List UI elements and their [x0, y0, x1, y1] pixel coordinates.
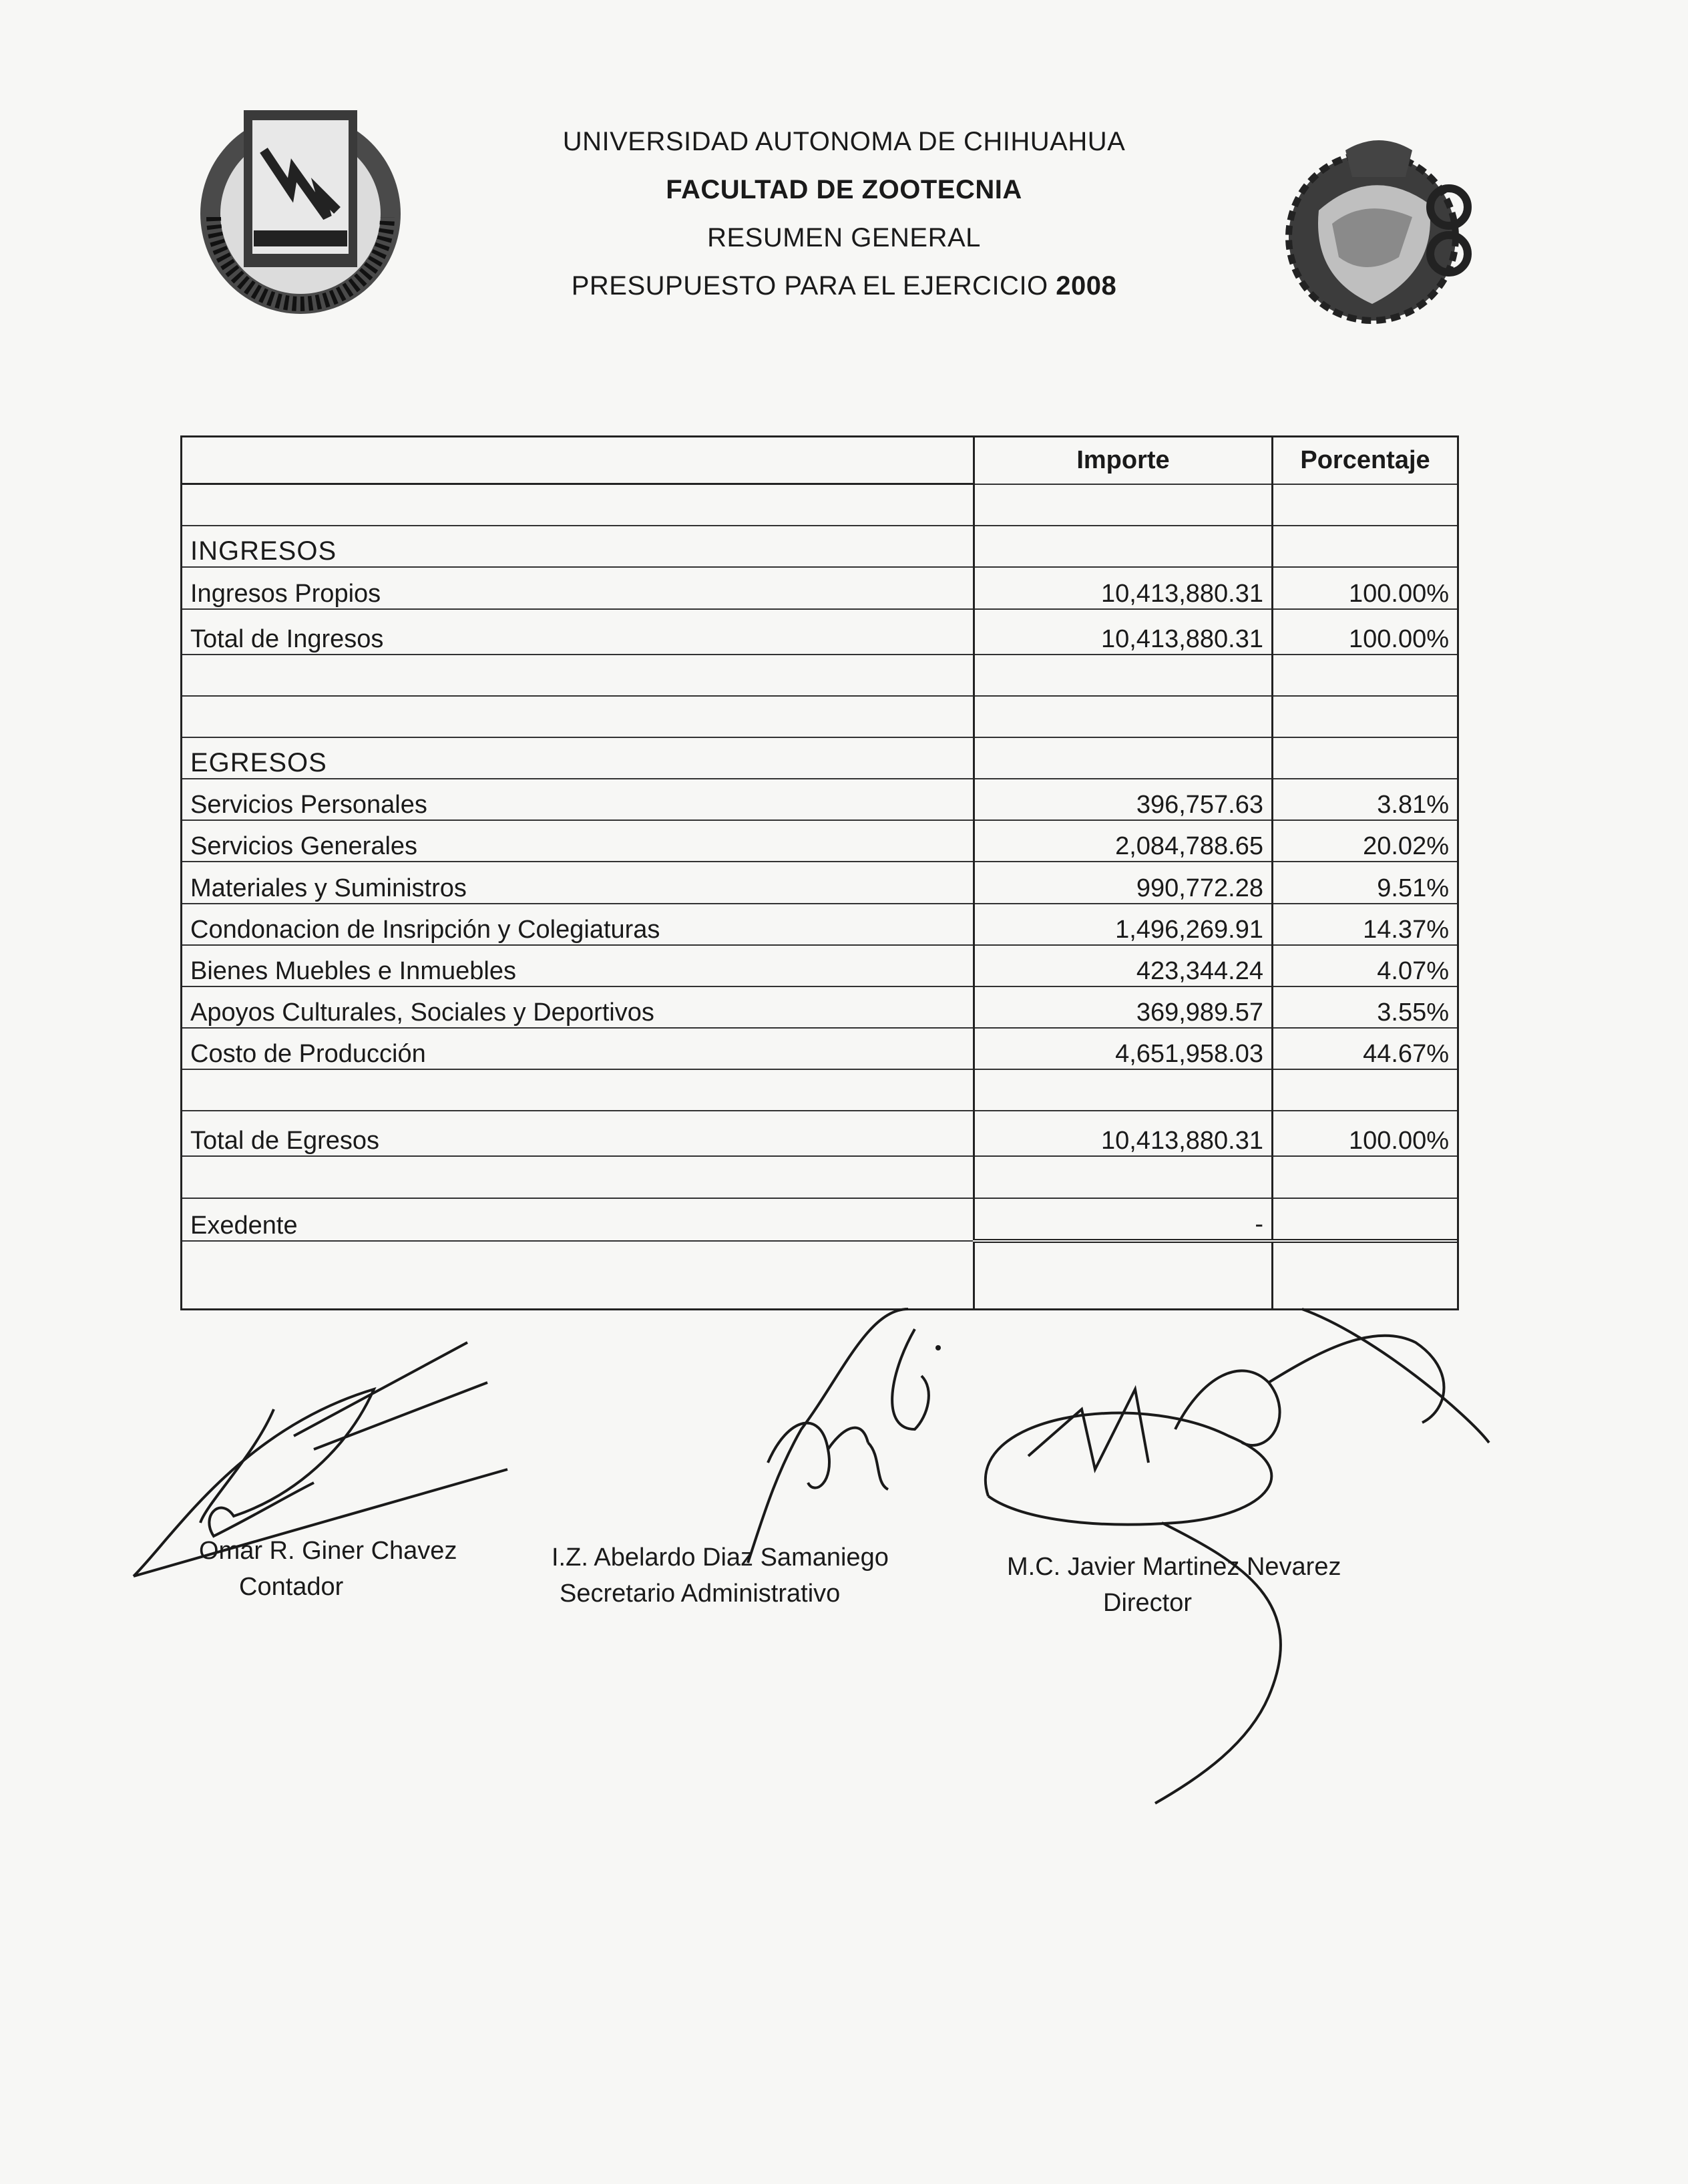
excedente-percent — [1273, 1198, 1458, 1241]
table-row — [182, 862, 1457, 903]
row-percent: 4.07% — [1273, 945, 1458, 986]
row-label: Apoyos Culturales, Sociales y Deportivos — [182, 986, 974, 1028]
row-percent: 9.51% — [1273, 862, 1458, 903]
row-label: Bienes Muebles e Inmuebles — [182, 945, 974, 986]
row-amount: 2,084,788.65 — [974, 820, 1273, 862]
ingresos-heading: INGRESOS — [182, 526, 974, 567]
budget-title-prefix: PRESUPUESTO PARA EL EJERCICIO — [571, 271, 1048, 301]
total-ingresos-row — [182, 609, 1457, 655]
document-subtitle: RESUMEN GENERAL — [707, 223, 981, 252]
total-egresos-percent: 100.00% — [1273, 1111, 1458, 1156]
row-amount: 990,772.28 — [974, 862, 1273, 903]
row-label: Condonacion de Insripción y Colegiaturas — [182, 904, 974, 945]
total-egresos-amount: 10,413,880.31 — [974, 1111, 1273, 1156]
table-row — [182, 1028, 1457, 1069]
row-amount: 10,413,880.31 — [974, 567, 1273, 608]
row-label: Ingresos Propios — [182, 567, 974, 608]
excedente-row — [182, 1198, 1457, 1241]
total-egresos-label: Total de Egresos — [182, 1111, 974, 1156]
university-seal-logo — [194, 104, 407, 317]
faculty-name: FACULTAD DE ZOOTECNIA — [666, 175, 1022, 204]
table-row — [182, 904, 1457, 945]
row-percent: 14.37% — [1273, 904, 1458, 945]
signature-block — [0, 1296, 1688, 1897]
egresos-heading: EGRESOS — [182, 737, 974, 779]
egresos-section-row — [182, 737, 1457, 779]
faculty-seal-logo — [1279, 124, 1479, 331]
row-percent: 100.00% — [1273, 567, 1458, 608]
total-ingresos-percent: 100.00% — [1273, 609, 1458, 655]
table-row — [182, 945, 1457, 986]
ingresos-section-row — [182, 526, 1457, 567]
signer-title-contador: Contador — [239, 1573, 344, 1601]
table-header-row — [182, 437, 1457, 484]
row-percent: 44.67% — [1273, 1028, 1458, 1069]
row-amount: 369,989.57 — [974, 986, 1273, 1028]
university-name: UNIVERSIDAD AUTONOMA DE CHIHUAHUA — [562, 127, 1126, 156]
row-label: Materiales y Suministros — [182, 862, 974, 903]
excedente-amount: - — [974, 1198, 1273, 1241]
total-egresos-row — [182, 1111, 1457, 1156]
table-row — [182, 484, 1457, 526]
signer-name-director: M.C. Javier Martinez Nevarez — [1007, 1553, 1341, 1581]
table-row — [182, 696, 1457, 737]
table-row — [182, 655, 1457, 696]
row-amount: 396,757.63 — [974, 779, 1273, 820]
header-label-cell — [182, 437, 974, 484]
signer-name-contador: Omar R. Giner Chavez — [199, 1537, 457, 1565]
signer-title-director: Director — [1103, 1589, 1193, 1617]
table-row — [182, 820, 1457, 862]
table-row — [182, 567, 1457, 608]
row-amount: 423,344.24 — [974, 945, 1273, 986]
row-amount: 4,651,958.03 — [974, 1028, 1273, 1069]
signer-title-secretario: Secretario Administrativo — [560, 1580, 841, 1608]
signer-name-secretario: I.Z. Abelardo Diaz Samaniego — [552, 1543, 889, 1572]
row-amount: 1,496,269.91 — [974, 904, 1273, 945]
table-row — [182, 1156, 1457, 1198]
table-row — [182, 779, 1457, 820]
table-row — [182, 1069, 1457, 1111]
row-label: Servicios Personales — [182, 779, 974, 820]
row-percent: 20.02% — [1273, 820, 1458, 862]
budget-summary-table — [180, 435, 1459, 1310]
header-amount: Importe — [974, 437, 1273, 484]
row-percent: 3.81% — [1273, 779, 1458, 820]
row-label: Servicios Generales — [182, 820, 974, 862]
budget-year: 2008 — [1056, 271, 1117, 301]
total-ingresos-label: Total de Ingresos — [182, 609, 974, 655]
header-percent: Porcentaje — [1273, 437, 1458, 484]
table-row — [182, 986, 1457, 1028]
excedente-label: Exedente — [182, 1198, 974, 1241]
row-label: Costo de Producción — [182, 1028, 974, 1069]
row-percent: 3.55% — [1273, 986, 1458, 1028]
total-ingresos-amount: 10,413,880.31 — [974, 609, 1273, 655]
